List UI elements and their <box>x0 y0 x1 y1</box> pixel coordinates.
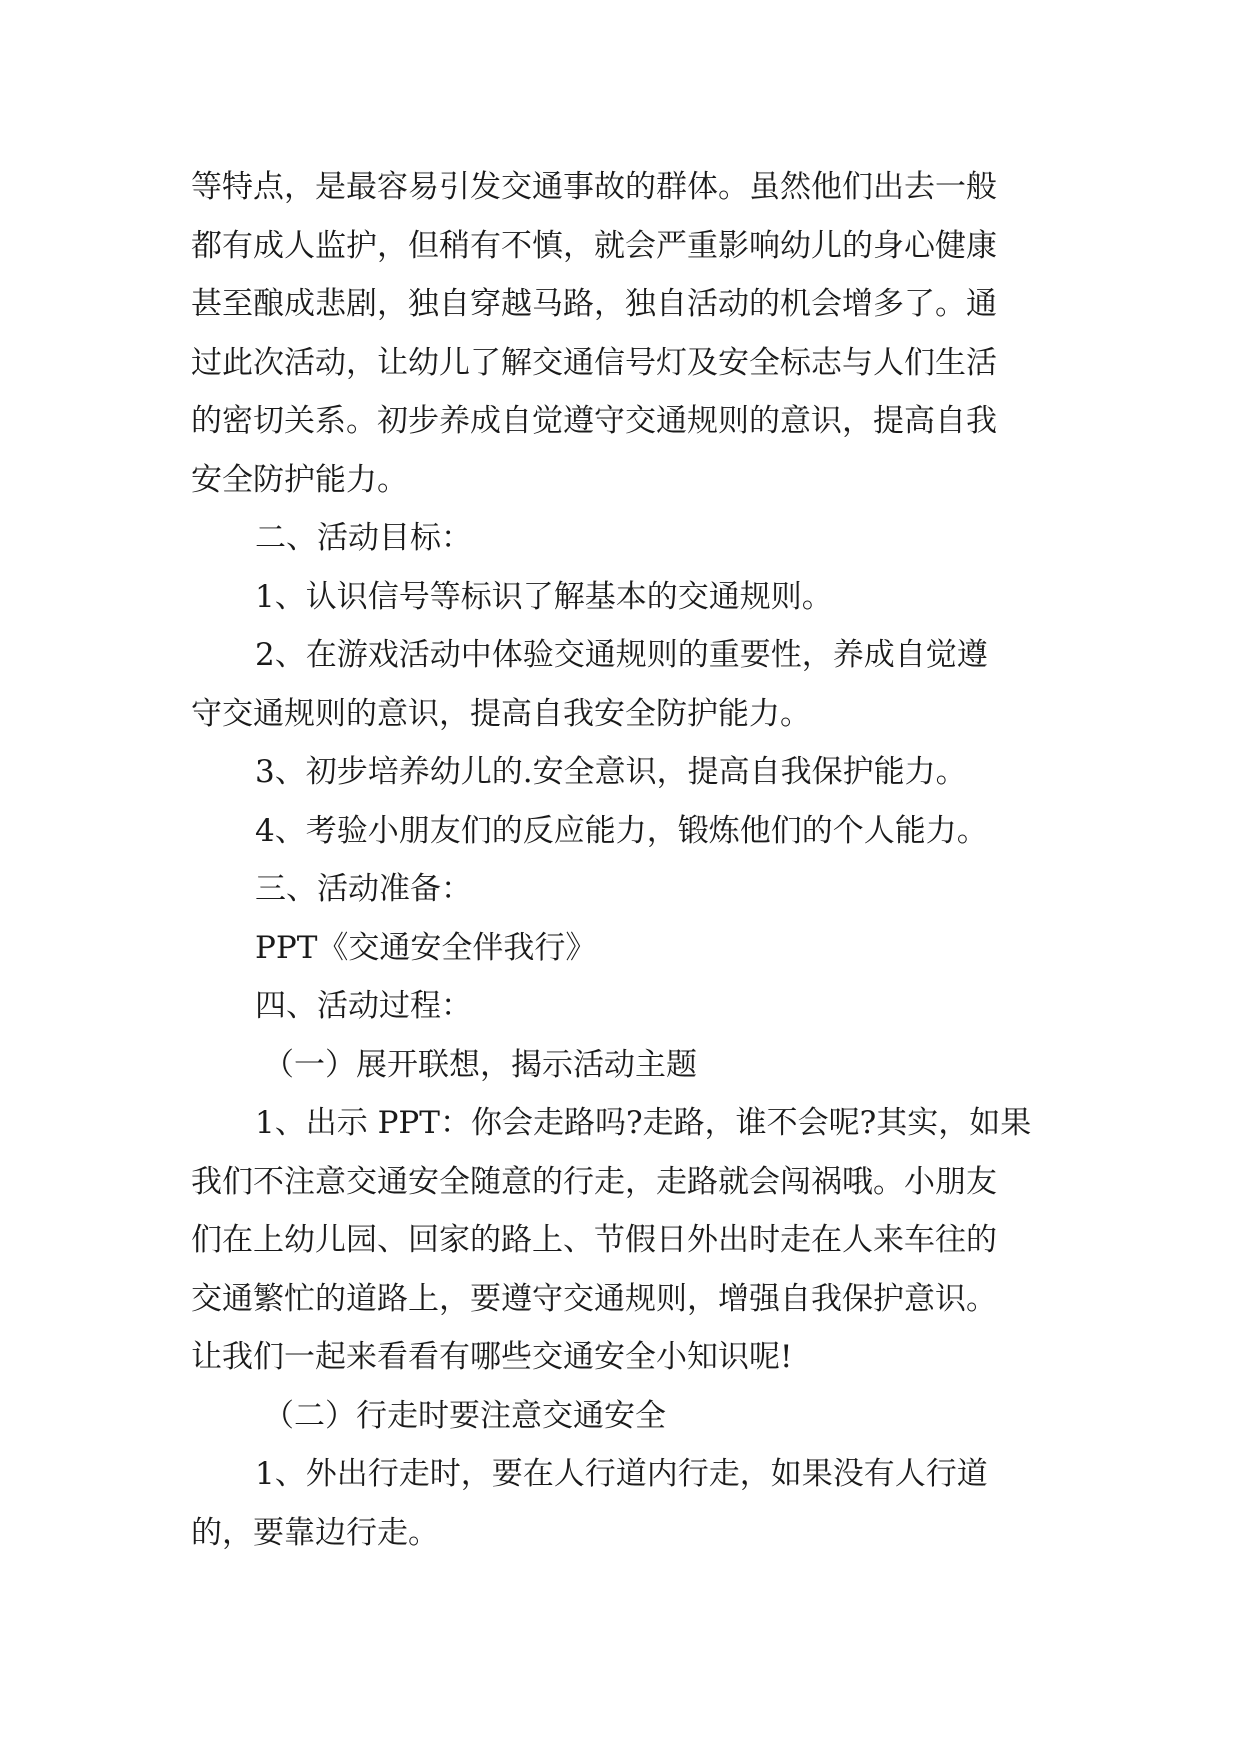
paragraph-line: 的密切关系。初步养成自觉遵守交通规则的意识，提高自我 <box>191 403 997 439</box>
paragraph-line: 过此次活动，让幼儿了解交通信号灯及安全标志与人们生活 <box>191 344 997 381</box>
list-item: 3、初步培养幼儿的.安全意识，提高自我保护能力。 <box>255 754 967 790</box>
paragraph-line: 的，要靠边行走。 <box>191 1514 439 1551</box>
paragraph-line: 交通繁忙的道路上，要遵守交通规则，增强自我保护意识。 <box>191 1280 997 1317</box>
paragraph-line: PPT《交通安全伴我行》 <box>255 929 597 966</box>
list-item: 1、出示 PPT：你会走路吗?走路，谁不会呢?其实，如果 <box>255 1105 1032 1141</box>
list-item: 1、外出行走时，要在人行道内行走，如果没有人行道 <box>255 1456 988 1492</box>
paragraph-line: 等特点，是最容易引发交通事故的群体。虽然他们出去一般 <box>191 169 997 205</box>
paragraph-line: 们在上幼儿园、回家的路上、节假日外出时走在人来车往的 <box>191 1222 997 1258</box>
document-body <box>191 158 1061 1562</box>
subsection-heading: （一）展开联想，揭示活动主题 <box>263 1046 697 1083</box>
list-item: 1、认识信号等标识了解基本的交通规则。 <box>255 578 833 615</box>
paragraph-line: 让我们一起来看看有哪些交通安全小知识呢! <box>191 1339 793 1375</box>
paragraph-line: 安全防护能力。 <box>191 461 408 498</box>
paragraph-line: 甚至酿成悲剧，独自穿越马路，独自活动的机会增多了。通 <box>191 286 997 322</box>
list-item: 4、考验小朋友们的反应能力，锻炼他们的个人能力。 <box>255 812 988 849</box>
paragraph-line: 都有成人监护，但稍有不慎，就会严重影响幼儿的身心健康 <box>191 227 997 264</box>
section-heading: 三、活动准备： <box>255 871 472 907</box>
section-heading: 四、活动过程： <box>255 988 472 1024</box>
list-item: 2、在游戏活动中体验交通规则的重要性，养成自觉遵 <box>255 637 988 673</box>
subsection-heading: （二）行走时要注意交通安全 <box>263 1397 666 1434</box>
paragraph-line: 我们不注意交通安全随意的行走，走路就会闯祸哦。小朋友 <box>191 1163 997 1200</box>
paragraph-line: 守交通规则的意识，提高自我安全防护能力。 <box>191 695 811 732</box>
section-heading: 二、活动目标： <box>255 520 472 556</box>
